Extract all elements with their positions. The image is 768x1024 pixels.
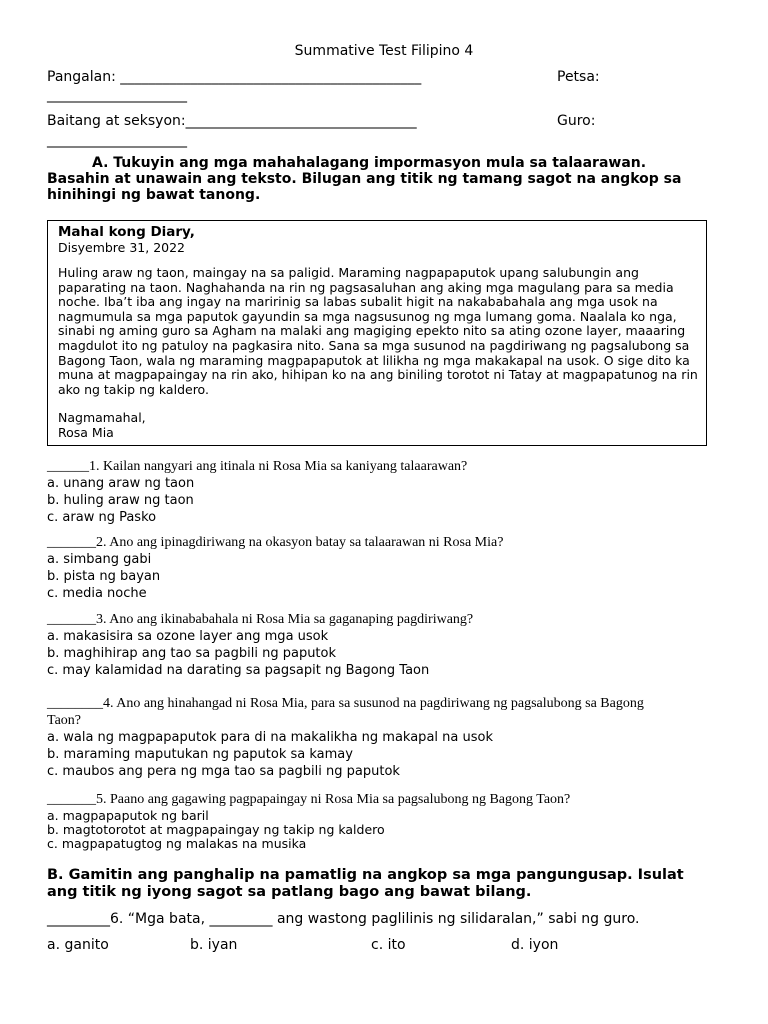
question-1: ______1. Kailan nangyari ang itinala ni Rosa Mia sa kaniyang talaarawan? <box>47 459 468 474</box>
section-a-instruction-text: A. Tukuyin ang mga mahahalagang impormasyon mula sa talaarawan. Basahin at unawain ang teksto. Bilugan ang titik ng tamang sagot na angkop sa hinihingi ng bawat tanong. <box>47 155 682 203</box>
diary-signature: Rosa Mia <box>58 425 114 440</box>
question-6-choice-c: c. ito <box>371 937 406 953</box>
question-1-option-b: b. huling araw ng taon <box>47 493 194 508</box>
name-field-label: Pangalan: ___________________________________________ <box>47 69 422 85</box>
question-1-option-a: a. unang araw ng taon <box>47 476 195 491</box>
teacher-field-line: ____________________ <box>47 132 187 148</box>
grade-section-field-label: Baitang at seksyon:_________________________________ <box>47 113 417 129</box>
question-6-choice-b: b. iyan <box>190 937 238 953</box>
question-6: _________6. “Mga bata, _________ ang wastong paglilinis ng silidaralan,” sabi ng guro. <box>47 911 640 927</box>
page-title: Summative Test Filipino 4 <box>294 43 474 59</box>
question-3-option-b: b. maghihirap ang tao sa pagbili ng paputok <box>47 646 337 661</box>
section-b-instruction: B. Gamitin ang panghalip na pamatlig na angkop sa mga pangungusap. Isulat ang titik ng iyong sagot sa patlang bago ang bawat bilang. <box>47 867 684 900</box>
question-3: _______3. Ano ang ikinababahala ni Rosa Mia sa gaganaping pagdiriwang? <box>47 612 474 627</box>
question-5: _______5. Paano ang gagawing pagpapaingay ni Rosa Mia sa pagsalubong ng Bagong Taon? <box>47 792 571 807</box>
question-6-choice-d: d. iyon <box>511 937 559 953</box>
question-3-option-c: c. may kalamidad na darating sa pagsapit ng Bagong Taon <box>47 663 430 678</box>
question-6-choice-a: a. ganito <box>47 937 109 953</box>
question-2: _______2. Ano ang ipinagdiriwang na okasyon batay sa talaarawan ni Rosa Mia? <box>47 535 504 550</box>
question-4-option-c: c. maubos ang pera ng mga tao sa pagbili ng paputok <box>47 764 400 779</box>
diary-date: Disyembre 31, 2022 <box>58 240 186 255</box>
diary-body: Huling araw ng taon, maingay na sa paligid. Maraming nagpapaputok upang salubungin ang paparating na taon. Naghahanda na rin ng pagsasaluhan ang aking mga magulang para sa media noche. Iba’t iba ang ingay na maririnig sa labas subalit higit na nakababahala ang mga usok na nagmumula sa mga paputok gayundin sa mga nagsusunog ng mga lumang goma. Naalala ko nga, sinabi ng aming guro sa Agham na malaki ang magiging epekto nito sa ating ozone layer, maaaring magdulot ito ng patuloy na pagkasira nito. Sana sa mga susunod na pagdiriwang ng pagsalubong sa Bagong Taon, wala ng maraming magpapaputok at lilikha ng mga makakapal na usok. O sige dito ka muna at magpapaingay na rin ako, hihipan ko na ang biniling torotot ni Tatay at magpapatunog na rin ako ng takip ng kaldero. <box>58 265 698 397</box>
date-field-label: Petsa: <box>557 69 600 85</box>
teacher-field-label: Guro: <box>557 113 596 129</box>
question-4-option-a: a. wala ng magpapaputok para di na makalikha ng makapal na usok <box>47 730 493 745</box>
question-2-option-a: a. simbang gabi <box>47 552 152 567</box>
diary-box <box>47 220 707 446</box>
question-5-option-b: b. magtotorotot at magpapaingay ng takip ng kaldero <box>47 822 385 837</box>
question-4-option-b: b. maraming maputukan ng paputok sa kamay <box>47 747 353 762</box>
question-2-option-b: b. pista ng bayan <box>47 569 161 584</box>
question-3-option-a: a. makasisira sa ozone layer ang mga usok <box>47 629 329 644</box>
diary-greeting: Mahal kong Diary, <box>58 224 195 240</box>
question-5-option-c: c. magpapatugtog ng malakas na musika <box>47 836 307 851</box>
diary-closing: Nagmamahal, <box>58 410 146 425</box>
question-4-continuation: Taon? <box>47 713 82 728</box>
question-2-option-c: c. media noche <box>47 586 147 601</box>
date-field-line: ____________________ <box>47 87 187 103</box>
question-5-option-a: a. magpapaputok ng baril <box>47 808 209 823</box>
section-a-instruction <box>47 155 707 203</box>
question-1-option-c: c. araw ng Pasko <box>47 510 157 525</box>
question-4: ________4. Ano ang hinahangad ni Rosa Mia, para sa susunod na pagdiriwang ng pagsalubong sa Bagong <box>47 696 644 711</box>
